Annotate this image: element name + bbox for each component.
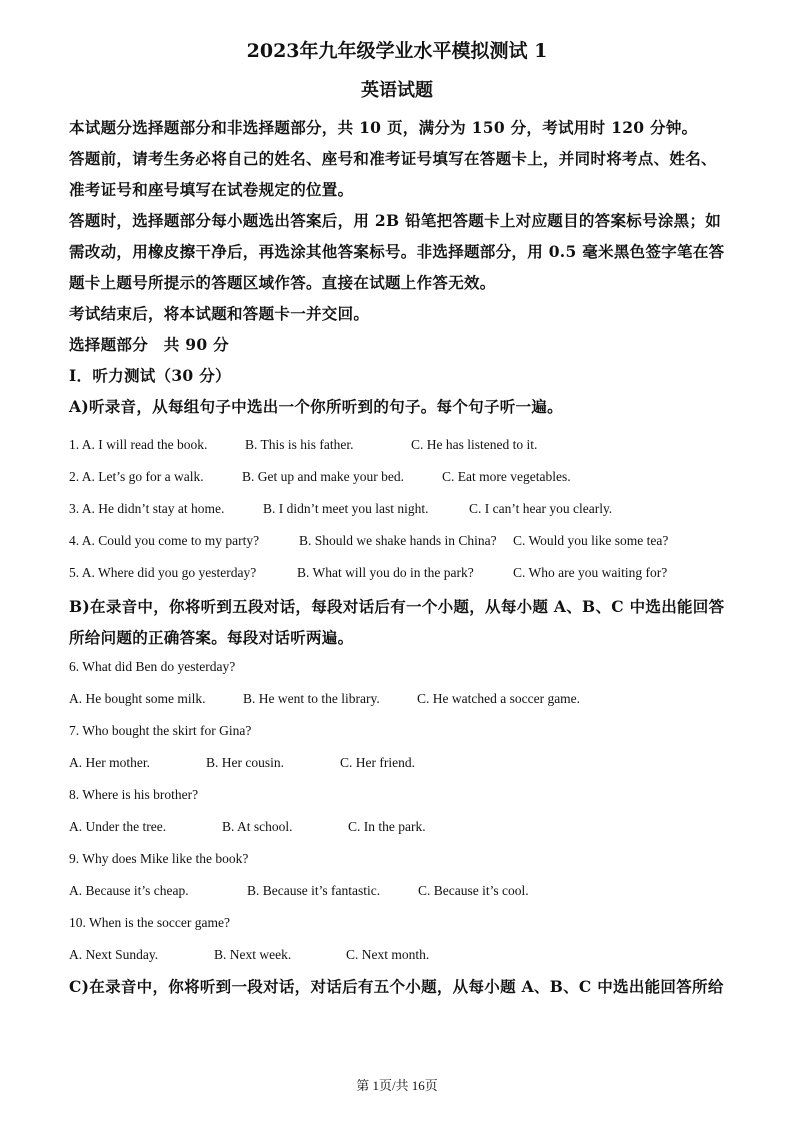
option-a: 2. A. Let’s go for a walk. [69, 469, 204, 484]
exam-title: 2023年九年级学业水平模拟测试 1 [246, 40, 548, 62]
option-a: 1. A. I will read the book. [69, 437, 208, 452]
option-b: B. What will you do in the park? [297, 565, 474, 580]
option-c: C. Would you like some tea? [513, 533, 669, 548]
question-stem: 6. What did Ben do yesterday? [69, 659, 236, 674]
option-b: B. Her cousin. [206, 755, 284, 770]
instruction-line: 本试题分选择题部分和非选择题部分，共 10 页，满分为 150 分，考试用时 120 分钟。 [69, 118, 698, 137]
option-a: 3. A. He didn’t stay at home. [69, 501, 225, 516]
section-c-instruction-line: C)在录音中，你将听到一段对话，对话后有五个小题，从每小题 A、B、C 中选出能回答所给 [69, 977, 724, 996]
option-c: C. Next month. [346, 947, 430, 962]
part-heading: 选择题部分 共 90 分 [69, 335, 229, 354]
section-b-instruction [69, 591, 739, 653]
option-a: A. He bought some milk. [69, 691, 206, 706]
question-stem: 9. Why does Mike like the book? [69, 851, 249, 866]
page-number: 第 1页/共 16页 [356, 1078, 438, 1093]
question-stem: 8. Where is his brother? [69, 787, 199, 802]
section-c-instruction [69, 971, 739, 1002]
option-b: B. Get up and make your bed. [242, 469, 404, 484]
option-b: B. At school. [222, 819, 293, 834]
section-b-instruction-line: B)在录音中，你将听到五段对话，每段对话后有一个小题，从每小题 A、B、C 中选出能回答 [69, 597, 725, 616]
question-stem: 7. Who bought the skirt for Gina? [69, 723, 252, 738]
option-b: B. Should we shake hands in China? [299, 533, 497, 548]
exam-subtitle: 英语试题 [361, 80, 433, 101]
option-c: C. He has listened to it. [411, 437, 538, 452]
option-c: C. Who are you waiting for? [513, 565, 668, 580]
option-c: C. Because it’s cool. [418, 883, 529, 898]
option-b: B. Next week. [214, 947, 292, 962]
option-b: B. I didn’t meet you last night. [263, 501, 429, 516]
option-c: C. In the park. [348, 819, 426, 834]
instruction-line: 准考证号和座号填写在试卷规定的位置。 [69, 180, 354, 199]
instructions [69, 112, 739, 422]
option-b: B. Because it’s fantastic. [247, 883, 381, 898]
instruction-line: 考试结束后，将本试题和答题卡一并交回。 [69, 304, 370, 323]
option-c: C. He watched a soccer game. [417, 691, 581, 706]
section-heading: I．听力测试（30 分） [69, 366, 231, 385]
option-c: C. I can’t hear you clearly. [469, 501, 613, 516]
option-a: 4. A. Could you come to my party? [69, 533, 260, 548]
option-c: C. Eat more vegetables. [442, 469, 571, 484]
section-a-instruction: A)听录音，从每组句子中选出一个你所听到的句子。每个句子听一遍。 [69, 397, 563, 416]
question-stem: 10. When is the soccer game? [69, 915, 230, 930]
section-b-instruction-line: 所给问题的正确答案。每段对话听两遍。 [69, 628, 354, 647]
option-b: B. He went to the library. [243, 691, 380, 706]
instruction-line: 答题时，选择题部分每小题选出答案后，用 2B 铅笔把答题卡上对应题目的答案标号涂黑；如 [69, 211, 722, 230]
option-a: A. Because it’s cheap. [69, 883, 189, 898]
instruction-line: 需改动，用橡皮擦干净后，再选涂其他答案标号。非选择题部分，用 0.5 毫米黑色签字笔在答 [69, 242, 725, 261]
option-c: C. Her friend. [340, 755, 415, 770]
instruction-line: 题卡上题号所提示的答题区域作答。直接在试题上作答无效。 [69, 273, 496, 292]
option-b: B. This is his father. [245, 437, 354, 452]
option-a: A. Next Sunday. [69, 947, 159, 962]
option-a: A. Under the tree. [69, 819, 167, 834]
instruction-line: 答题前，请考生务必将自己的姓名、座号和准考证号填写在答题卡上，并同时将考点、姓名、 [69, 149, 717, 168]
option-a: A. Her mother. [69, 755, 150, 770]
option-a: 5. A. Where did you go yesterday? [69, 565, 257, 580]
